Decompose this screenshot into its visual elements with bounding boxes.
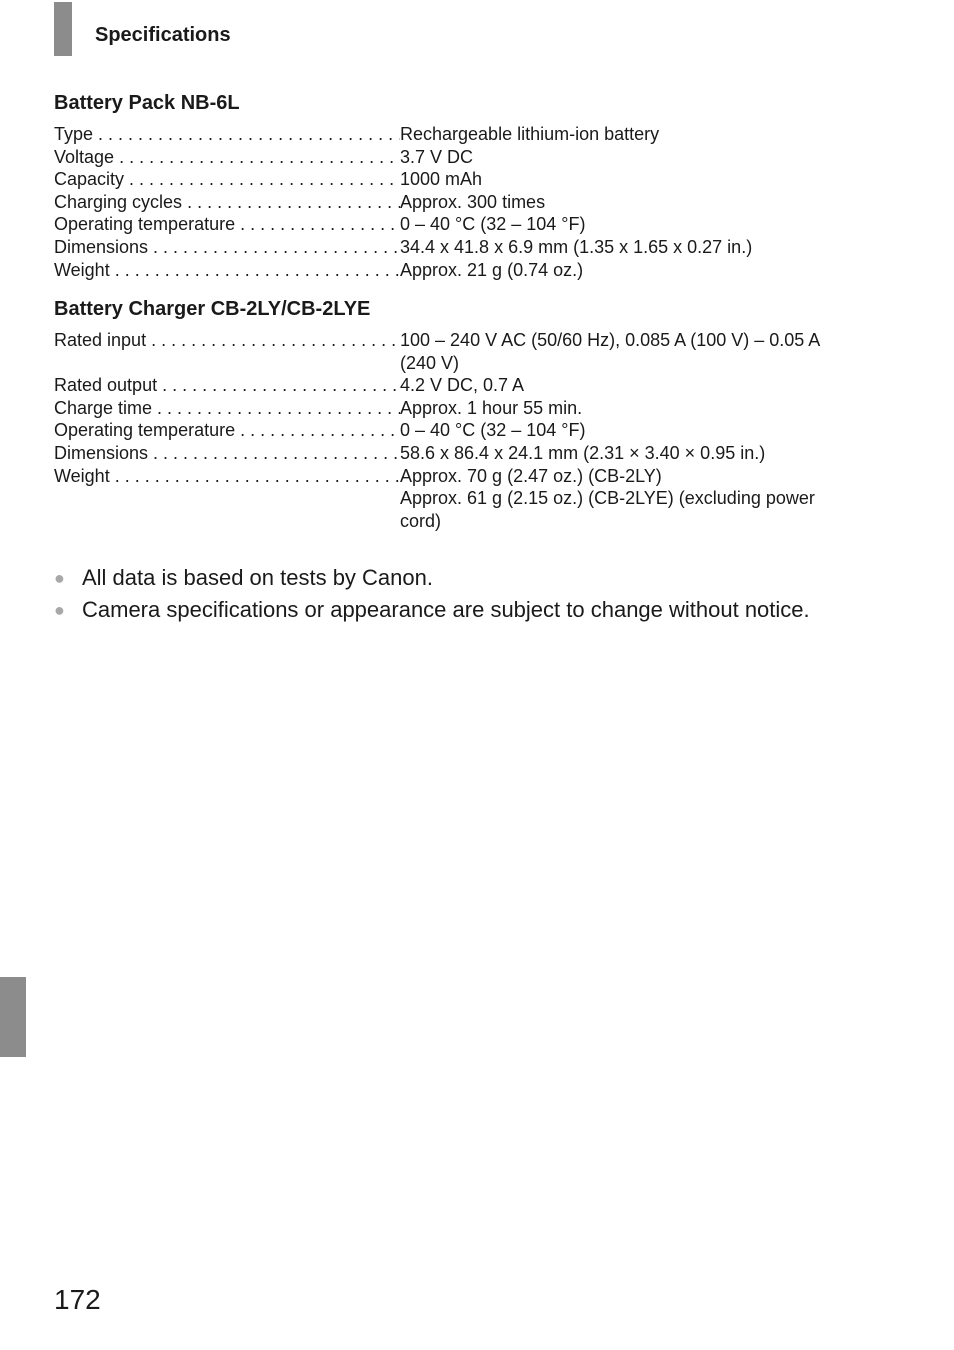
- battery-charger-specs: [54, 329, 874, 532]
- spec-value: Approx. 21 g (0.74 oz.): [400, 259, 584, 280]
- spec-label: Operating temperature . . .: [54, 419, 400, 442]
- spec-value: 0 – 40 °C (32 – 104 °F): [400, 214, 586, 235]
- header-bar: [54, 2, 72, 56]
- spec-label: Operating temperature . . .: [54, 213, 400, 236]
- spec-row: [54, 168, 874, 191]
- battery-pack-heading: Battery Pack NB-6L: [54, 92, 240, 114]
- spec-label: Dimensions . . .: [54, 442, 400, 465]
- spec-row: [54, 374, 874, 397]
- note-text: All data is based on tests by Canon.: [82, 565, 433, 590]
- spec-label: Weight . . .: [54, 259, 400, 282]
- spec-value: 4.2 V DC, 0.7 A: [400, 375, 525, 396]
- bullet-icon: ●: [54, 600, 65, 620]
- spec-row: [54, 123, 874, 146]
- spec-label: Dimensions . . .: [54, 236, 400, 259]
- spec-row: [54, 329, 874, 374]
- spec-label: Weight . . .: [54, 465, 400, 533]
- spec-row: [54, 465, 874, 533]
- spec-value: 58.6 x 86.4 x 24.1 mm (2.31 × 3.40 × 0.95 in.): [400, 442, 766, 463]
- spec-row: [54, 236, 874, 259]
- header-title: Specifications: [95, 24, 231, 46]
- spec-row: [54, 419, 874, 442]
- spec-row: [54, 146, 874, 169]
- battery-charger-heading: Battery Charger CB-2LY/CB-2LYE: [54, 298, 371, 320]
- spec-label: Charging cycles . . .: [54, 191, 400, 214]
- spec-label: Rated output . . .: [54, 374, 400, 397]
- spec-value: Approx. 61 g (2.15 oz.) (CB-2LYE) (excluding power cord): [400, 488, 815, 531]
- spec-label: Voltage . . .: [54, 146, 400, 169]
- spec-label: Capacity . . .: [54, 168, 400, 191]
- side-tab: [0, 977, 26, 1057]
- spec-value: Approx. 1 hour 55 min.: [400, 397, 583, 418]
- spec-value: Approx. 300 times: [400, 191, 546, 212]
- spec-row: [54, 191, 874, 214]
- spec-value: 100 – 240 V AC (50/60 Hz), 0.085 A (100 V) – 0.05 A (240 V): [400, 330, 820, 373]
- spec-value: 3.7 V DC: [400, 146, 474, 167]
- page-number: 172: [54, 1284, 101, 1315]
- spec-value: 1000 mAh: [400, 169, 483, 190]
- notes-list: [54, 564, 834, 628]
- note-item: [54, 564, 834, 592]
- note-item: [54, 596, 834, 624]
- spec-value: Rechargeable lithium-ion battery: [400, 124, 660, 144]
- spec-value: Approx. 70 g (2.47 oz.) (CB-2LY): [400, 465, 662, 486]
- note-text: Camera specifications or appearance are subject to change without notice.: [82, 597, 810, 622]
- spec-label: Charge time . . .: [54, 397, 400, 420]
- bullet-icon: ●: [54, 568, 65, 588]
- spec-label: Rated input . . .: [54, 329, 400, 374]
- spec-row: [54, 442, 874, 465]
- spec-value: 0 – 40 °C (32 – 104 °F): [400, 420, 586, 441]
- spec-row: [54, 397, 874, 420]
- spec-value: 34.4 x 41.8 x 6.9 mm (1.35 x 1.65 x 0.27 in.): [400, 236, 753, 257]
- spec-row: [54, 213, 874, 236]
- spec-label: Type . . .: [54, 123, 400, 146]
- spec-row: [54, 259, 874, 282]
- battery-pack-specs: [54, 123, 874, 281]
